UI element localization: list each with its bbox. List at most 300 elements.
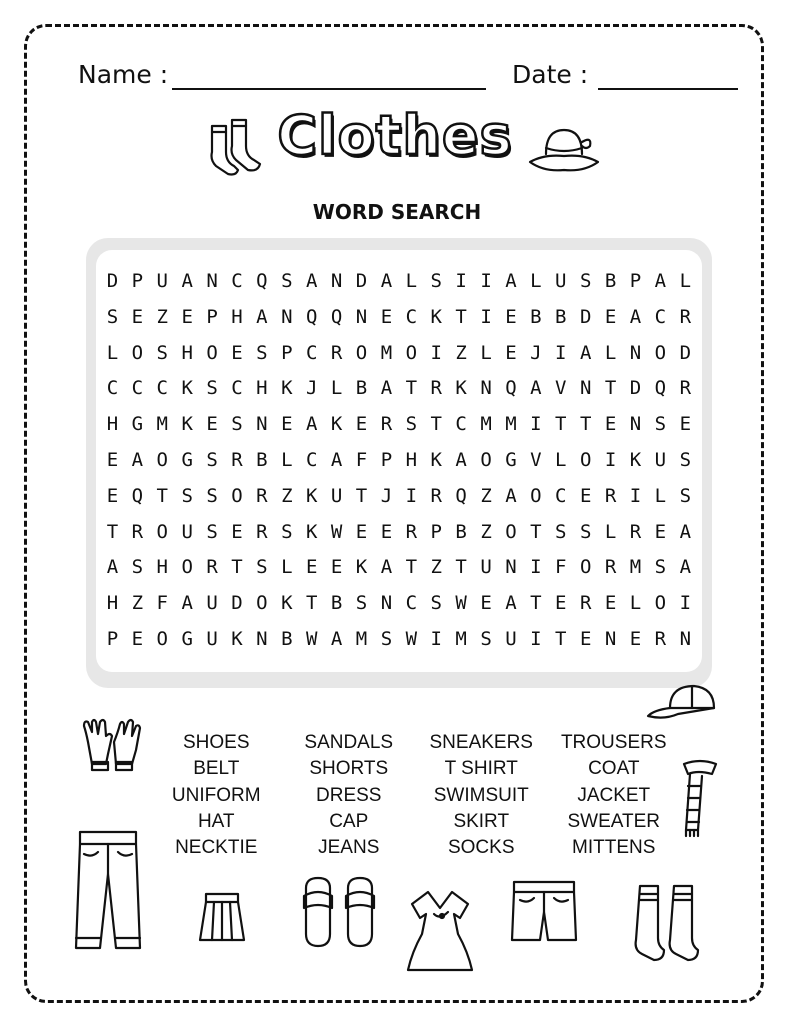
- grid-letter[interactable]: A: [679, 556, 692, 579]
- grid-letter[interactable]: O: [131, 341, 144, 364]
- grid-letter[interactable]: C: [654, 305, 667, 328]
- grid-letter[interactable]: B: [530, 305, 542, 328]
- grid-letter[interactable]: R: [629, 520, 642, 543]
- grid-letter[interactable]: A: [131, 448, 144, 471]
- grid-letter[interactable]: R: [256, 484, 268, 507]
- grid-letter[interactable]: O: [579, 448, 592, 471]
- grid-letter[interactable]: H: [181, 341, 193, 364]
- grid-letter[interactable]: E: [305, 556, 318, 579]
- word-item: UNIFORM: [171, 784, 261, 806]
- grid-letter[interactable]: E: [579, 484, 592, 507]
- grid-letter[interactable]: Q: [654, 377, 667, 400]
- shorts-icon: [508, 878, 580, 948]
- grid-letter[interactable]: R: [380, 413, 393, 436]
- grid-letter[interactable]: Q: [305, 305, 318, 328]
- grid-letter[interactable]: T: [355, 484, 368, 507]
- grid-letter[interactable]: R: [206, 556, 218, 579]
- grid-letter[interactable]: A: [505, 484, 517, 507]
- grid-letter[interactable]: C: [405, 592, 418, 615]
- grid-letter[interactable]: P: [629, 270, 642, 292]
- grid-letter[interactable]: P: [106, 627, 119, 650]
- grid-letter[interactable]: I: [430, 341, 442, 364]
- grid-letter[interactable]: R: [654, 627, 667, 650]
- grid-letter[interactable]: S: [156, 341, 168, 364]
- grid-letter[interactable]: N: [480, 377, 492, 400]
- grid-letter[interactable]: S: [430, 270, 442, 292]
- grid-letter[interactable]: P: [380, 448, 393, 471]
- grid-letter[interactable]: Q: [505, 377, 517, 400]
- grid-letter[interactable]: K: [455, 377, 467, 400]
- grid-letter[interactable]: O: [530, 484, 542, 507]
- grid-letter[interactable]: L: [679, 270, 692, 292]
- grid-letter[interactable]: F: [156, 592, 168, 615]
- grid-letter[interactable]: C: [305, 448, 318, 471]
- grid-letter[interactable]: S: [654, 413, 667, 436]
- grid-letter[interactable]: K: [355, 556, 368, 579]
- grid-letter[interactable]: O: [156, 520, 168, 543]
- grid-letter[interactable]: O: [256, 592, 268, 615]
- grid-letter[interactable]: S: [480, 627, 492, 650]
- grid-letter[interactable]: T: [305, 592, 318, 615]
- grid-letter[interactable]: L: [604, 341, 617, 364]
- grid-letter[interactable]: E: [106, 448, 119, 471]
- grid-letter[interactable]: T: [156, 484, 168, 507]
- sandals-icon: [300, 874, 382, 950]
- grid-letter[interactable]: E: [106, 484, 119, 507]
- grid-letter[interactable]: M: [505, 413, 517, 436]
- grid-letter[interactable]: S: [256, 556, 268, 579]
- grid-letter[interactable]: J: [530, 341, 542, 364]
- grid-letter[interactable]: Z: [480, 520, 492, 543]
- grid-letter[interactable]: R: [256, 520, 268, 543]
- grid-letter[interactable]: A: [654, 270, 667, 292]
- grid-letter[interactable]: C: [231, 377, 243, 400]
- grid-letter[interactable]: S: [131, 556, 144, 579]
- grid-letter[interactable]: L: [555, 448, 567, 471]
- grid-letter[interactable]: U: [206, 592, 218, 615]
- grid-letter[interactable]: N: [579, 377, 592, 400]
- grid-letter[interactable]: N: [281, 305, 293, 328]
- grid-letter[interactable]: D: [231, 592, 243, 615]
- grid-row: [100, 481, 698, 517]
- grid-letter[interactable]: M: [355, 627, 368, 650]
- grid-letter[interactable]: O: [654, 341, 667, 364]
- grid-letter[interactable]: K: [430, 448, 442, 471]
- grid-letter[interactable]: U: [156, 270, 168, 292]
- grid-letter[interactable]: R: [430, 484, 442, 507]
- grid-letter[interactable]: N: [256, 627, 268, 650]
- grid-letter[interactable]: R: [579, 592, 592, 615]
- grid-letter[interactable]: E: [380, 520, 393, 543]
- grid-letter[interactable]: I: [480, 270, 492, 292]
- grid-letter[interactable]: T: [231, 556, 243, 579]
- grid-letter[interactable]: H: [405, 448, 418, 471]
- grid-letter[interactable]: G: [131, 413, 144, 436]
- grid-letter[interactable]: B: [256, 448, 268, 471]
- grid-letter[interactable]: O: [156, 448, 168, 471]
- grid-letter[interactable]: Z: [455, 341, 467, 364]
- grid-letter[interactable]: S: [654, 556, 667, 579]
- grid-letter[interactable]: H: [256, 377, 268, 400]
- word-item: DRESS: [316, 784, 382, 806]
- grid-letter[interactable]: C: [555, 484, 567, 507]
- grid-letter[interactable]: W: [330, 520, 343, 543]
- grid-letter[interactable]: C: [131, 377, 144, 400]
- grid-letter[interactable]: N: [604, 627, 617, 650]
- grid-letter[interactable]: D: [579, 305, 592, 328]
- grid-letter[interactable]: S: [256, 341, 268, 364]
- grid-letter[interactable]: D: [629, 377, 642, 400]
- grid-letter[interactable]: A: [181, 270, 193, 292]
- grid-letter[interactable]: T: [455, 556, 467, 579]
- grid-letter[interactable]: M: [629, 556, 642, 579]
- grid-letter[interactable]: T: [579, 413, 592, 436]
- grid-letter[interactable]: I: [480, 305, 492, 328]
- grid-letter[interactable]: R: [679, 377, 692, 400]
- grid-row: [100, 517, 698, 553]
- grid-letter[interactable]: S: [430, 592, 442, 615]
- grid-letter[interactable]: Q: [455, 484, 467, 507]
- grid-letter[interactable]: Q: [256, 270, 268, 292]
- grid-letter[interactable]: V: [530, 448, 542, 471]
- grid-letter[interactable]: K: [430, 305, 442, 328]
- sun-hat-icon: [524, 120, 602, 180]
- grid-letter[interactable]: N: [380, 592, 393, 615]
- grid-letter[interactable]: K: [281, 592, 293, 615]
- grid-letter[interactable]: F: [355, 448, 368, 471]
- grid-letter[interactable]: R: [430, 377, 442, 400]
- grid-letter[interactable]: S: [555, 520, 567, 543]
- grid-letter[interactable]: E: [629, 627, 642, 650]
- socks-icon: [204, 112, 268, 178]
- grid-letter[interactable]: S: [380, 627, 393, 650]
- grid-letter[interactable]: L: [405, 270, 418, 292]
- grid-letter[interactable]: I: [555, 341, 567, 364]
- grid-letter[interactable]: A: [629, 305, 642, 328]
- grid-letter[interactable]: I: [405, 484, 418, 507]
- grid-letter[interactable]: E: [604, 592, 617, 615]
- grid-letter[interactable]: L: [281, 448, 293, 471]
- grid-letter[interactable]: E: [355, 520, 368, 543]
- grid-letter[interactable]: S: [181, 484, 193, 507]
- grid-letter[interactable]: T: [604, 377, 617, 400]
- grid-letter[interactable]: A: [579, 341, 592, 364]
- grid-letter[interactable]: G: [505, 448, 517, 471]
- grid-letter[interactable]: R: [131, 520, 144, 543]
- grid-letter[interactable]: N: [206, 270, 218, 292]
- grid-letter[interactable]: T: [455, 305, 467, 328]
- grid-letter[interactable]: K: [231, 627, 243, 650]
- page-title: Clothes: [277, 104, 513, 167]
- word-item: SNEAKERS: [429, 732, 533, 753]
- grid-letter[interactable]: O: [654, 592, 667, 615]
- grid-letter[interactable]: E: [330, 556, 343, 579]
- grid-letter[interactable]: O: [231, 484, 243, 507]
- grid-letter[interactable]: N: [679, 627, 692, 650]
- grid-letter[interactable]: H: [106, 413, 119, 436]
- grid-letter[interactable]: U: [206, 627, 218, 650]
- grid-letter[interactable]: R: [604, 556, 617, 579]
- grid-letter[interactable]: Z: [131, 592, 144, 615]
- grid-letter[interactable]: D: [679, 341, 692, 364]
- grid-letter[interactable]: K: [305, 520, 318, 543]
- grid-letter[interactable]: F: [555, 556, 567, 579]
- grid-row: [100, 588, 698, 624]
- grid-letter[interactable]: E: [131, 627, 144, 650]
- grid-letter[interactable]: O: [206, 341, 218, 364]
- grid-letter[interactable]: T: [530, 520, 542, 543]
- word-item: JEANS: [318, 837, 380, 859]
- grid-letter[interactable]: I: [455, 270, 467, 292]
- grid-row: [100, 409, 698, 445]
- grid-letter[interactable]: Q: [330, 305, 343, 328]
- grid-letter[interactable]: S: [355, 592, 368, 615]
- grid-letter[interactable]: K: [330, 413, 343, 436]
- grid-letter[interactable]: L: [629, 592, 642, 615]
- grid-letter[interactable]: G: [181, 627, 193, 650]
- grid-letter[interactable]: S: [679, 484, 692, 507]
- grid-letter[interactable]: L: [654, 484, 667, 507]
- grid-letter[interactable]: R: [405, 520, 418, 543]
- grid-letter[interactable]: E: [555, 592, 567, 615]
- name-field[interactable]: [172, 88, 486, 90]
- grid-letter[interactable]: E: [505, 305, 517, 328]
- grid-letter[interactable]: U: [555, 270, 567, 292]
- grid-letter[interactable]: R: [604, 484, 617, 507]
- grid-letter[interactable]: E: [579, 627, 592, 650]
- grid-letter[interactable]: B: [330, 592, 343, 615]
- grid-letter[interactable]: L: [106, 341, 119, 364]
- grid-letter[interactable]: N: [629, 413, 642, 436]
- grid-letter[interactable]: S: [579, 520, 592, 543]
- grid-letter[interactable]: S: [579, 270, 592, 292]
- grid-letter[interactable]: V: [555, 377, 567, 400]
- grid-letter[interactable]: H: [106, 592, 119, 615]
- word-item: NECKTIE: [175, 837, 258, 859]
- grid-letter[interactable]: R: [330, 341, 343, 364]
- word-item: SOCKS: [447, 837, 515, 859]
- grid-letter[interactable]: S: [206, 484, 218, 507]
- grid-letter[interactable]: A: [679, 520, 692, 543]
- grid-letter[interactable]: M: [480, 413, 492, 436]
- grid-letter[interactable]: E: [131, 305, 144, 328]
- grid-letter[interactable]: Z: [430, 556, 442, 579]
- scarf-icon: [678, 756, 722, 840]
- grid-letter[interactable]: T: [405, 377, 418, 400]
- grid-letter[interactable]: T: [405, 556, 418, 579]
- grid-letter[interactable]: T: [555, 413, 567, 436]
- grid-letter[interactable]: E: [654, 520, 667, 543]
- grid-letter[interactable]: W: [405, 627, 418, 650]
- grid-letter[interactable]: O: [181, 556, 193, 579]
- grid-letter[interactable]: E: [480, 592, 492, 615]
- grid-letter[interactable]: E: [231, 520, 243, 543]
- grid-letter[interactable]: K: [181, 413, 193, 436]
- grid-letter[interactable]: C: [106, 377, 119, 400]
- baseball-cap-icon: [644, 680, 718, 724]
- word-item: SHOES: [182, 732, 250, 753]
- grid-letter[interactable]: S: [405, 413, 418, 436]
- word-item: MITTENS: [572, 837, 656, 859]
- word-item: TROUSERS: [560, 732, 667, 753]
- word-item: SHORTS: [309, 758, 389, 780]
- word-item: SWIMSUIT: [433, 784, 529, 806]
- grid-letter[interactable]: B: [355, 377, 368, 400]
- grid-letter[interactable]: J: [305, 377, 318, 400]
- grid-letter[interactable]: A: [256, 305, 268, 328]
- date-field[interactable]: [598, 88, 738, 90]
- grid-letter[interactable]: O: [480, 448, 492, 471]
- grid-letter[interactable]: T: [106, 520, 119, 543]
- grid-letter[interactable]: E: [380, 305, 393, 328]
- grid-letter[interactable]: A: [305, 270, 318, 292]
- grid-letter[interactable]: N: [330, 270, 343, 292]
- grid-letter[interactable]: B: [555, 305, 567, 328]
- grid-letter[interactable]: E: [505, 341, 517, 364]
- grid-letter[interactable]: A: [530, 377, 542, 400]
- grid-letter[interactable]: E: [604, 305, 617, 328]
- grid-letter[interactable]: P: [281, 341, 293, 364]
- grid-letter[interactable]: L: [604, 520, 617, 543]
- grid-letter[interactable]: S: [106, 305, 119, 328]
- grid-letter[interactable]: E: [181, 305, 193, 328]
- grid-letter[interactable]: L: [330, 377, 343, 400]
- grid-letter[interactable]: S: [206, 448, 218, 471]
- grid-letter[interactable]: A: [106, 556, 119, 579]
- grid-letter[interactable]: S: [679, 448, 692, 471]
- grid-letter[interactable]: S: [231, 413, 243, 436]
- grid-letter[interactable]: C: [156, 377, 168, 400]
- grid-letter[interactable]: K: [181, 377, 193, 400]
- grid-letter[interactable]: R: [231, 448, 243, 471]
- grid-letter[interactable]: E: [679, 413, 692, 436]
- grid-letter[interactable]: K: [629, 448, 642, 471]
- dress-icon: [404, 886, 476, 976]
- word-column: [548, 730, 681, 861]
- grid-letter[interactable]: C: [231, 270, 243, 292]
- grid-letter[interactable]: A: [181, 592, 193, 615]
- grid-letter[interactable]: E: [281, 413, 293, 436]
- grid-letter[interactable]: I: [629, 484, 642, 507]
- grid-letter[interactable]: Z: [156, 305, 168, 328]
- grid-letter[interactable]: A: [380, 556, 393, 579]
- grid-letter[interactable]: L: [281, 556, 293, 579]
- grid-letter[interactable]: U: [330, 484, 343, 507]
- grid-letter[interactable]: K: [305, 484, 318, 507]
- word-list: [150, 730, 680, 861]
- grid-letter[interactable]: P: [206, 305, 218, 328]
- grid-letter[interactable]: B: [281, 627, 293, 650]
- page-subtitle: WORD SEARCH: [312, 200, 482, 224]
- grid-letter[interactable]: I: [530, 556, 542, 579]
- grid-letter[interactable]: C: [455, 413, 467, 436]
- word-column: [150, 730, 283, 861]
- grid-letter[interactable]: T: [555, 627, 567, 650]
- grid-letter[interactable]: D: [106, 270, 119, 292]
- grid-letter[interactable]: A: [380, 377, 393, 400]
- grid-letter[interactable]: E: [231, 341, 243, 364]
- grid-letter[interactable]: I: [530, 627, 542, 650]
- grid-letter[interactable]: Z: [281, 484, 293, 507]
- grid-letter[interactable]: I: [604, 448, 617, 471]
- grid-letter[interactable]: U: [181, 520, 193, 543]
- word-item: SKIRT: [453, 810, 510, 832]
- grid-letter[interactable]: P: [131, 270, 144, 292]
- grid-letter[interactable]: L: [530, 270, 542, 292]
- grid-letter[interactable]: L: [480, 341, 492, 364]
- grid-letter[interactable]: J: [380, 484, 393, 507]
- word-item: JACKET: [577, 784, 651, 806]
- grid-letter[interactable]: R: [679, 305, 692, 328]
- grid-letter[interactable]: A: [505, 270, 517, 292]
- grid-letter[interactable]: U: [654, 448, 667, 471]
- grid-letter[interactable]: O: [405, 341, 418, 364]
- grid-letter[interactable]: B: [455, 520, 467, 543]
- grid-letter[interactable]: S: [206, 377, 218, 400]
- grid-letter[interactable]: M: [455, 627, 467, 650]
- grid-letter[interactable]: C: [305, 341, 318, 364]
- grid-letter[interactable]: A: [455, 448, 467, 471]
- grid-letter[interactable]: E: [206, 413, 218, 436]
- grid-letter[interactable]: U: [505, 627, 517, 650]
- grid-letter[interactable]: D: [355, 270, 368, 292]
- grid-letter[interactable]: I: [679, 592, 692, 615]
- grid-letter[interactable]: M: [156, 413, 168, 436]
- grid-letter[interactable]: S: [281, 520, 293, 543]
- grid-letter[interactable]: A: [330, 627, 343, 650]
- grid-letter[interactable]: O: [355, 341, 368, 364]
- grid-letter[interactable]: Z: [480, 484, 492, 507]
- grid-letter[interactable]: G: [181, 448, 193, 471]
- grid-letter[interactable]: B: [604, 270, 617, 292]
- grid-letter[interactable]: N: [355, 305, 368, 328]
- grid-letter[interactable]: T: [430, 413, 442, 436]
- grid-letter[interactable]: W: [305, 627, 318, 650]
- grid-letter[interactable]: N: [629, 341, 642, 364]
- grid-letter[interactable]: O: [505, 520, 517, 543]
- grid-letter[interactable]: E: [604, 413, 617, 436]
- grid-letter[interactable]: S: [281, 270, 293, 292]
- grid-letter[interactable]: O: [579, 556, 592, 579]
- grid-letter[interactable]: A: [380, 270, 393, 292]
- name-label: Name :: [78, 60, 169, 89]
- grid-letter[interactable]: K: [281, 377, 293, 400]
- grid-letter[interactable]: P: [430, 520, 442, 543]
- grid-letter[interactable]: N: [256, 413, 268, 436]
- grid-letter[interactable]: H: [231, 305, 243, 328]
- grid-letter[interactable]: E: [355, 413, 368, 436]
- grid-letter[interactable]: A: [305, 413, 318, 436]
- grid-letter[interactable]: U: [480, 556, 492, 579]
- grid-letter[interactable]: I: [430, 627, 442, 650]
- grid-letter[interactable]: S: [206, 520, 218, 543]
- grid-letter[interactable]: Q: [131, 484, 144, 507]
- date-label: Date :: [512, 60, 589, 89]
- grid-letter[interactable]: W: [455, 592, 467, 615]
- grid-letter[interactable]: M: [380, 341, 393, 364]
- grid-letter[interactable]: T: [530, 592, 542, 615]
- word-item: T SHIRT: [444, 758, 518, 780]
- word-column: [415, 730, 548, 861]
- grid-letter[interactable]: A: [330, 448, 343, 471]
- grid-letter[interactable]: N: [505, 556, 517, 579]
- grid-letter[interactable]: H: [156, 556, 168, 579]
- grid-letter[interactable]: A: [505, 592, 517, 615]
- grid-letter[interactable]: O: [156, 627, 168, 650]
- grid-letter[interactable]: C: [405, 305, 418, 328]
- skirt-icon: [196, 890, 248, 946]
- grid-letter[interactable]: I: [530, 413, 542, 436]
